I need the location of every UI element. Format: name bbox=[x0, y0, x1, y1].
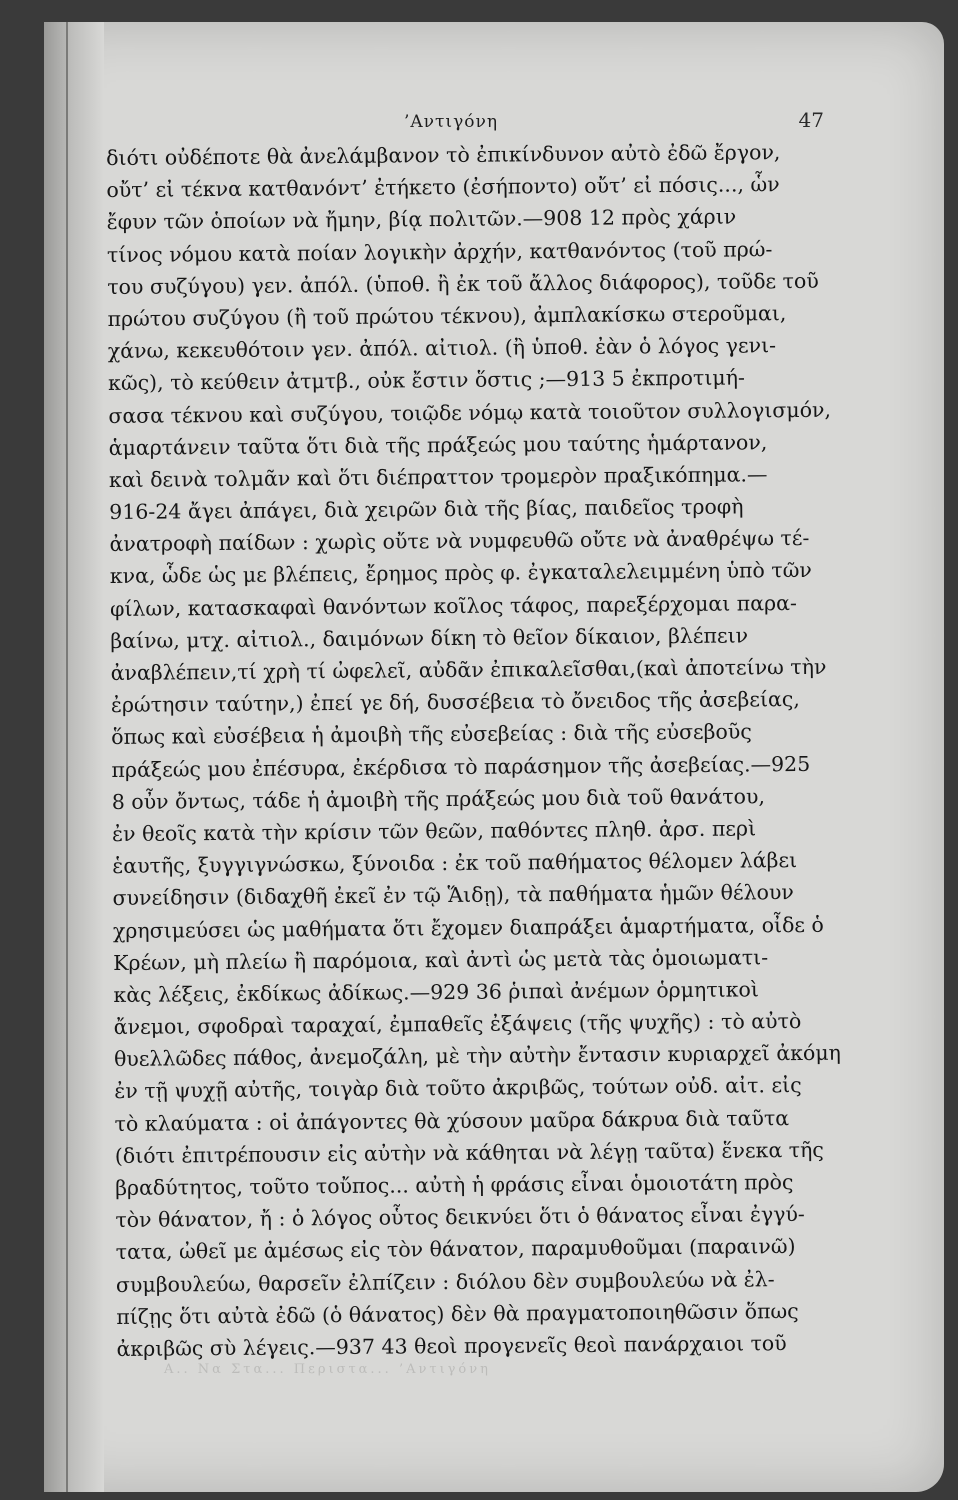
text-line: ἄνεμοι, σφοδραὶ ταραχαί, ἐμπαθεῖς ἐξάψεις (τῆς ψυχῆς) : τὸ αὐτὸ bbox=[113, 1009, 802, 1040]
page-number: 47 bbox=[798, 108, 824, 132]
text-line: 916-24 ἄγει ἀπάγει, διὰ χειρῶν διὰ τῆς βίας, παιδεῖος τροφὴ bbox=[109, 494, 744, 525]
text-line: ὅπως καὶ εὐσέβεια ἡ ἀμοιβὴ τῆς εὐσεβείας : διὰ τῆς εὐσεβοῦς bbox=[111, 719, 752, 750]
text-line: χάνω, κεκευθότοιν γεν. ἀπόλ. αἰτιολ. (ἢ ὑποθ. ἐὰν ὁ λόγος γενι- bbox=[107, 333, 777, 364]
text-line: ἑαυτῆς, ξυγγιγνώσκω, ξύνοιδα : ἐκ τοῦ παθήματος θέλομεν λάβει bbox=[112, 848, 798, 879]
text-line: ἐν θεοῖς κατὰ τὴν κρίσιν τῶν θεῶν, παθόντες πληθ. ἀρσ. περὶ bbox=[111, 816, 757, 846]
text-line: τὸ κλαύματα : οἱ ἀπάγοντες θὰ χύσουν μαῦρα δάκρυα διὰ ταῦτα bbox=[114, 1105, 790, 1136]
binding-crease bbox=[66, 22, 68, 1492]
text-line: βραδύτητος, τοῦτο τοὔπος... αὐτὴ ἡ φράσις εἶναι ὁμοιοτάτη πρὸς bbox=[115, 1170, 794, 1200]
text-line: ἐν τῇ ψυχῇ αὐτῆς, τοιγὰρ διὰ τοῦτο ἀκριβῶς, τούτων οὐδ. αἰτ. εἰς bbox=[114, 1073, 802, 1104]
text-line: φίλων, κατασκαφαὶ θανόντων κοῖλος τάφος, παρεξέρχομαι παρα- bbox=[109, 590, 797, 621]
text-line: ἔφυν τῶν ὁποίων νὰ ἤμην, βίᾳ πολιτῶν.—908 12 πρὸς χάριν bbox=[106, 204, 737, 235]
text-line: ἀνατροφὴ παίδων : χωρὶς οὔτε νὰ νυμφευθῶ οὔτε νὰ ἀναθρέψω τέ- bbox=[109, 526, 810, 557]
text-line: συνείδησιν (διδαχθῆ ἐκεῖ ἐν τῷ Ἅιδῃ), τὰ παθήματα ἡμῶν θέλουν bbox=[112, 880, 794, 911]
text-line: τατα, ὠθεῖ με ἀμέσως εἰς τὸν θάνατον, παραμυθοῦμαι (παραινῶ) bbox=[115, 1234, 796, 1265]
text-line: χρησιμεύσει ὡς μαθήματα ὅτι ἔχομεν διαπράξει ἁμαρτήματα, οἶδε ὁ bbox=[112, 912, 824, 943]
text-line: πράξεώς μου ἐπέσυρα, ἐκέρδισα τὸ παράσημον τῆς ἀσεβείας.—925 bbox=[111, 751, 811, 782]
text-line: Κρέων, μὴ πλείω ἢ παρόμοια, καὶ ἀντὶ ὡς μετὰ τὰς ὁμοιωματι- bbox=[113, 944, 769, 975]
page-header bbox=[44, 108, 944, 138]
text-line: σασα τέκνου καὶ συζύγου, τοιῷδε νόμῳ κατὰ τοιοῦτον συλλογισμόν, bbox=[108, 397, 832, 428]
text-line: ἀκριβῶς σὺ λέγεις.—937 43 θεοὶ προγενεῖς θεοὶ πανάρχαιοι τοῦ bbox=[116, 1331, 787, 1361]
text-line: ἀναβλέπειν,τί χρὴ τί ὠφελεῖ, αὐδᾶν ἐπικαλεῖσθαι,(καὶ ἀποτείνω τὴν bbox=[110, 654, 827, 685]
bleed-through-text: Α.. Να Στα... Περιστα... ’Αντιγόνη bbox=[164, 1362, 491, 1377]
text-line: διότι οὐδέποτε θὰ ἀνελάμβανον τὸ ἐπικίνδυνον αὐτὸ ἐδῶ ἔργον, bbox=[106, 140, 781, 170]
text-line: τὸν θάνατον, ἤ : ὁ λόγος οὗτος δεικνύει ὅτι ὁ θάνατος εἶναι ἐγγύ- bbox=[115, 1202, 805, 1233]
text-line: βαίνω, μτχ. αἰτιολ., δαιμόνων δίκη τὸ θεῖον δίκαιον, βλέπειν bbox=[110, 623, 749, 653]
text-line: 8 οὖν ὄντως, τάδε ἡ ἀμοιβὴ τῆς πράξεώς μου διὰ τοῦ θανάτου, bbox=[111, 784, 766, 814]
text-line: κὰς λέξεις, ἐκδίκως ἀδίκως.—929 36 ῥιπαὶ ἀνέμων ὁρμητικοὶ bbox=[113, 977, 759, 1007]
text-line: πρώτου συζύγου (ἢ τοῦ πρώτου τέκνου), ἀμπλακίσκω στεροῦμαι, bbox=[107, 301, 787, 331]
text-line: (διότι ἐπιτρέπουσιν εἰς αὐτὴν νὰ κάθηται νὰ λέγῃ ταῦτα) ἕνεκα τῆς bbox=[114, 1137, 824, 1168]
text-line: κῶς), τὸ κεύθειν ἀτμτβ., οὐκ ἔστιν ὅστις ;—913 5 ἐκπροτιμή- bbox=[108, 365, 745, 396]
running-title: ’Αντιγόνη bbox=[404, 112, 498, 132]
text-line: κνα, ὧδε ὡς με βλέπεις, ἔρημος πρὸς φ. ἐγκαταλελειμμένη ὑπὸ τῶν bbox=[109, 558, 812, 589]
text-line: ἐρώτησιν ταύτην,) ἐπεί γε δή, δυσσέβεια τὸ ὄνειδος τῆς ἀσεβείας, bbox=[110, 687, 800, 718]
text-line: θυελλῶδες πάθος, ἀνεμοζάλη, μὲ τὴν αὐτὴν ἔντασιν κυριαρχεῖ ἀκόμη bbox=[113, 1040, 842, 1072]
text-line: του συζύγου) γεν. ἀπόλ. (ὑποθ. ἢ ἐκ τοῦ ἄλλος διάφορος), τοῦδε τοῦ bbox=[107, 268, 819, 299]
text-line: ἁμαρτάνειν ταῦτα ὅτι διὰ τῆς πράξεώς μου ταύτης ἡμάρτανον, bbox=[108, 429, 768, 460]
text-line: πίζῃς ὅτι αὐτὰ ἐδῶ (ὁ θάνατος) δὲν θὰ πραγματοποιηθῶσιν ὅπως bbox=[116, 1298, 799, 1329]
text-line: τίνος νόμου κατὰ ποίαν λογικὴν ἀρχήν, κατθανόντος (τοῦ πρώ- bbox=[106, 236, 773, 267]
text-line: συμβουλεύω, θαρσεῖν ἐλπίζειν : διόλου δὲν συμβουλεύω νὰ ἐλ- bbox=[115, 1266, 775, 1297]
binding-gutter bbox=[44, 22, 104, 1492]
commentary-text bbox=[106, 135, 877, 1365]
text-line: καὶ δεινὰ τολμᾶν καὶ ὅτι διέπραττον τρομερὸν πραξικόπημα.— bbox=[108, 462, 768, 492]
text-line: οὔτ’ εἰ τέκνα κατθανόντ’ ἐτήκετο (ἐσήποντο) οὔτ’ εἰ πόσις..., ὧν bbox=[106, 172, 780, 203]
